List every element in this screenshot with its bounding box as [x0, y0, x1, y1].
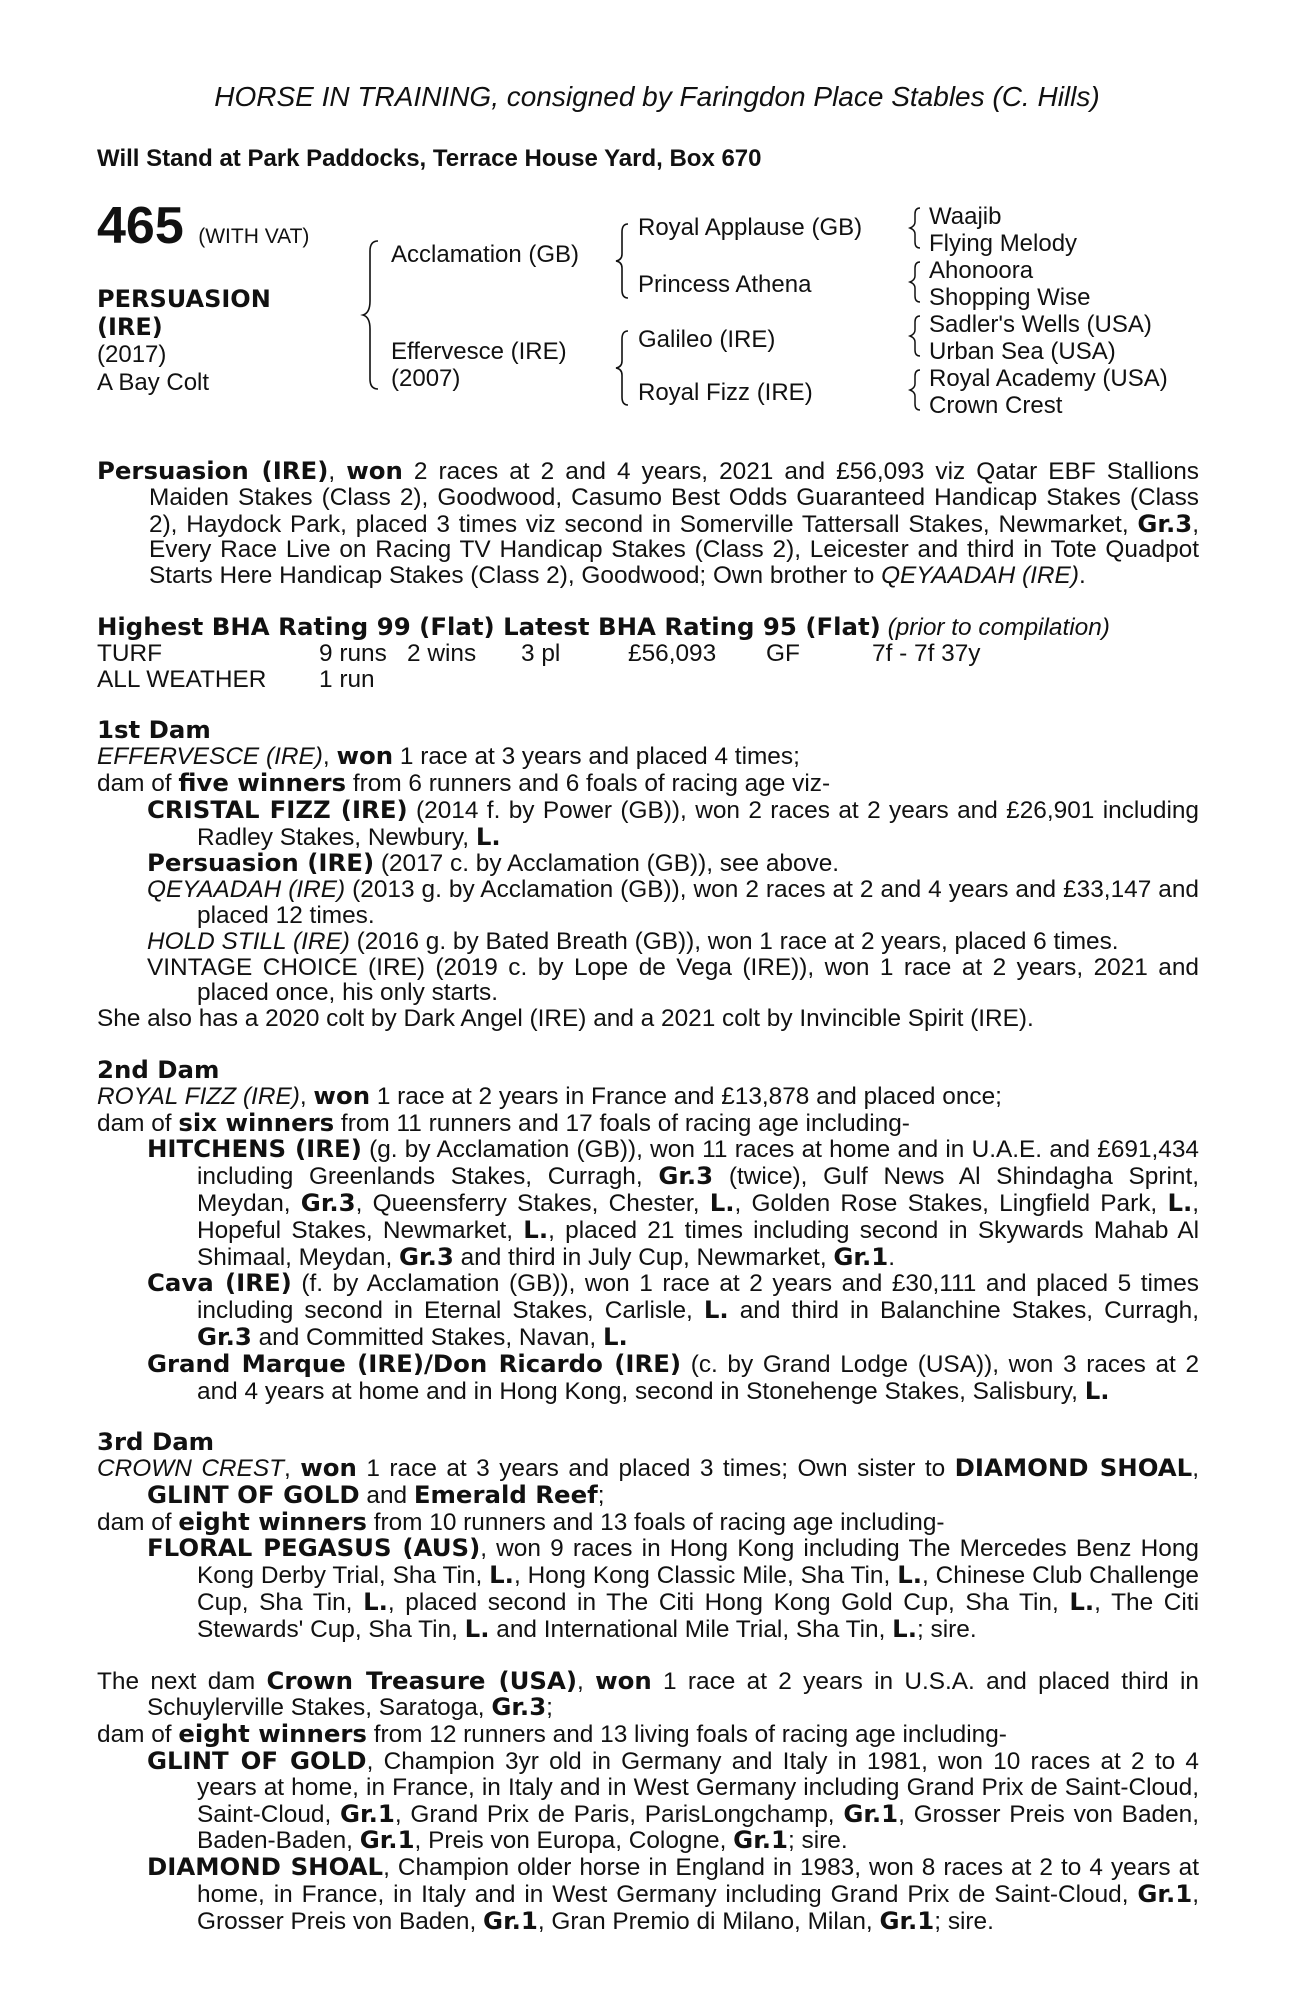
intro-text: . [1078, 562, 1086, 590]
dam3-produce-summary [97, 1506, 1199, 1536]
produce-text: . [888, 1243, 895, 1271]
dam-text: ; [546, 1694, 553, 1722]
produce-name: CRISTAL FIZZ (IRE) [147, 794, 408, 824]
grade-badge: L. [475, 821, 501, 851]
produce-text: (2016 g. by Bated Breath (GB)), won 1 race at 2 years, placed 6 times. [349, 927, 1119, 955]
produce-name: GLINT OF GOLD [147, 1746, 367, 1776]
grade-badge: Gr.1 [359, 1825, 415, 1855]
produce-text: and third in Balanchine Stakes, Curragh, [728, 1297, 1199, 1325]
pedigree-g7: Royal Academy (USA) [929, 365, 1168, 392]
intro-text: , Every Race Live on Racing TV Handicap Stakes (Class 2), Leicester and third in Tote Quadpot Starts Here Handicap Stakes (Class 2), Goodwood; Own brother to [149, 510, 1199, 590]
winners-count: six winners [178, 1107, 335, 1137]
grade-badge: L. [602, 1321, 628, 1351]
grade-badge: Gr.1 [1137, 1879, 1193, 1909]
pedigree-g8: Crown Crest [929, 392, 1063, 419]
produce-name: HITCHENS (IRE) [147, 1134, 362, 1164]
produce-text: VINTAGE CHOICE (IRE) (2019 c. by Lope de Vega (IRE)), won 1 race at 2 years, 2021 and placed once, his only starts. [147, 953, 1199, 1007]
intro-horse-name: Persuasion (IRE) [97, 456, 329, 485]
stats-cell: ALL WEATHER [97, 665, 267, 693]
winners-count: eight winners [178, 1719, 367, 1749]
produce-entry [97, 1348, 1200, 1405]
produce-text: , Grand Prix de Paris, ParisLongchamp, [394, 1800, 844, 1828]
produce-text: , Queensferry Stakes, Chester, [355, 1189, 710, 1217]
grade-badge: L. [892, 1613, 917, 1643]
grade-badge: L. [709, 1187, 735, 1217]
grade-badge: L. [1084, 1375, 1110, 1405]
dam-text: dam of [97, 1721, 179, 1749]
horse-description: A Bay Colt [97, 368, 210, 396]
produce-text: and International Mile Trial, Sha Tin, [489, 1615, 893, 1643]
sire-parents-brace [612, 220, 636, 302]
grade-badge: L. [489, 1560, 514, 1590]
dam-name: CROWN CREST [97, 1455, 284, 1483]
produce-text: and third in July Cup, Newmarket, [453, 1243, 834, 1271]
produce-text: ; sire. [934, 1907, 994, 1935]
dam2-produce-summary [97, 1107, 1199, 1137]
next-dam-produce-summary [97, 1721, 1199, 1748]
stats-cell: 7f - 7f 37y [872, 639, 981, 667]
dam-text: The next dam [97, 1667, 267, 1695]
sibling-name: GLINT OF GOLD [147, 1479, 360, 1509]
produce-text: (f. by Acclamation (GB)), won 1 race at 2 years and £30,111 and placed 5 times including second in Eternal Stakes, Carlisle, [197, 1270, 1199, 1325]
pedigree-dam-dam: Royal Fizz (IRE) [638, 379, 813, 406]
produce-entry [97, 1748, 1199, 1854]
dam2-summary: ROYAL FIZZ (IRE), won 1 race at 2 years in France and £13,878 and placed once; [97, 1080, 1002, 1110]
dam-text: from 6 runners and 6 foals of racing age viz- [346, 769, 831, 797]
stats-cell: TURF [97, 639, 163, 667]
grade-badge: Gr.1 [340, 1798, 395, 1828]
lot-number: 465 [97, 197, 184, 255]
produce-text: , Gran Premio di Milano, Milan, [537, 1907, 880, 1935]
produce-text: , The Citi Stewards' Cup, Sha Tin, [197, 1589, 1199, 1643]
produce-entry [97, 929, 1199, 955]
grade-badge: Gr.3 [1137, 508, 1193, 538]
table-row [97, 641, 980, 667]
vat-note: (WITH VAT) [198, 225, 310, 248]
won-label: won [336, 741, 394, 771]
produce-name: HOLD STILL (IRE) [147, 927, 350, 955]
dam-text: 1 race at 3 years and placed 3 times; Own sister to [356, 1455, 955, 1483]
grade-badge: L. [523, 1214, 549, 1244]
produce-text: , won 9 races in Hong Kong including The Mercedes Benz Hong Kong Derby Trial, Sha Tin, [197, 1535, 1199, 1590]
dam1-heading: 1st Dam [97, 715, 211, 745]
produce-text: , placed second in The Citi Hong Kong Gold Cup, Sha Tin, [387, 1589, 1070, 1617]
produce-text: , Chinese Club Challenge Cup, Sha Tin, [197, 1562, 1199, 1617]
produce-text: , placed 21 times including second in Skywards Mahab Al Shimaal, Meydan, [197, 1216, 1200, 1271]
produce-entry [97, 794, 1199, 851]
lot-number-block [97, 197, 310, 255]
dam-text: from 11 runners and 17 foals of racing age including- [334, 1109, 910, 1137]
grade-badge: L. [897, 1560, 922, 1590]
sire-dam-brace [360, 235, 390, 395]
dam-text: dam of [97, 769, 179, 797]
bha-rating: Highest BHA Rating 99 (Flat) Latest BHA Rating 95 (Flat) [97, 611, 881, 641]
grade-badge: Gr.1 [733, 1825, 788, 1855]
produce-text: , Golden Rose Stakes, Lingfield Park, [734, 1189, 1168, 1217]
grade-badge: L. [464, 1613, 490, 1643]
produce-entry [97, 1136, 1199, 1270]
pedigree-sire-dam: Princess Athena [638, 271, 812, 298]
won-label: won [313, 1080, 371, 1110]
grade-badge: Gr.3 [491, 1692, 547, 1722]
grade-badge: Gr.3 [197, 1321, 252, 1351]
dam3-heading: 3rd Dam [97, 1427, 215, 1457]
stats-cell: 2 wins [407, 639, 477, 667]
grade-badge: Gr.3 [300, 1187, 356, 1217]
horse-year: (2017) [97, 341, 167, 368]
produce-text: , Hopeful Stakes, Newmarket, [197, 1189, 1200, 1244]
winners-count: eight winners [178, 1506, 367, 1536]
next-dam-summary [97, 1665, 1199, 1722]
dam1-also: She also has a 2020 colt by Dark Angel (IRE) and a 2021 colt by Invincible Spirit (IRE). [97, 1005, 1034, 1033]
dam-text: 1 race at 2 years in U.S.A. and placed third in Schuylerville Stakes, Saratoga, [147, 1667, 1199, 1722]
dam-text: 1 race at 3 years and placed 4 times; [393, 743, 800, 771]
produce-text: (2013 g. by Acclamation (GB)), won 2 races at 2 and 4 years and £33,147 and placed 12 times. [197, 876, 1199, 929]
produce-text: , Champion 3yr old in Germany and Italy in 1981, won 10 races at 2 to 4 years at home, in France, in Italy and in West Germany including Grand Prix de Saint-Cloud, Saint-Cloud, [197, 1748, 1199, 1828]
produce-name: DIAMOND SHOAL [147, 1852, 384, 1882]
dam-text: 1 race at 2 years in France and £13,878 and placed once; [370, 1082, 1002, 1110]
dam2-heading: 2nd Dam [97, 1054, 220, 1084]
dam-name: ROYAL FIZZ (IRE) [97, 1082, 300, 1110]
rating-note: (prior to compilation) [887, 613, 1110, 641]
grade-badge: L. [1167, 1187, 1193, 1217]
produce-entry [97, 1535, 1199, 1642]
pedigree-dam-year: (2007) [391, 365, 461, 392]
rating-line [97, 611, 1199, 641]
produce-text: , Grosser Preis von Baden, Baden-Baden, [197, 1800, 1199, 1855]
dam1-produce-summary [97, 767, 1199, 797]
stats-cell: 1 run [319, 665, 375, 693]
pedigree-dam: Effervesce (IRE) [391, 338, 567, 365]
pedigree-g4: Shopping Wise [929, 284, 1091, 311]
produce-text: ; sire. [787, 1827, 848, 1855]
race-record-table [97, 641, 980, 693]
horse-suffix: (IRE) [97, 312, 163, 341]
grade-badge: Gr.3 [399, 1241, 454, 1271]
pedigree-g2: Flying Melody [929, 230, 1078, 257]
produce-entry [97, 1854, 1199, 1934]
catalogue-header: HORSE IN TRAINING, consigned by Faringdon Place Stables (C. Hills) [214, 81, 1100, 112]
produce-text: and Committed Stakes, Navan, [251, 1323, 603, 1351]
dam1-summary: EFFERVESCE (IRE), won 1 race at 3 years and placed 4 times; [97, 741, 800, 771]
horse-name: PERSUASION [97, 285, 271, 313]
dam-text: , [1192, 1455, 1199, 1483]
produce-entry [97, 955, 1199, 1007]
table-row [97, 667, 980, 693]
intro-won: won [346, 456, 403, 485]
horse-identity [97, 286, 271, 396]
dam-text: and [359, 1481, 414, 1509]
pedigree-g6: Urban Sea (USA) [929, 338, 1116, 365]
produce-text: , Grosser Preis von Baden, [197, 1881, 1199, 1935]
produce-name: Grand Marque (IRE)/Don Ricardo (IRE) [147, 1348, 682, 1378]
produce-text: (2017 c. by Acclamation (GB)), see above. [374, 850, 840, 878]
dam-text: , [577, 1667, 596, 1695]
third-generation-braces [906, 204, 928, 418]
sibling-name: DIAMOND SHOAL [954, 1453, 1193, 1483]
produce-text: , Champion older horse in England in 1983, won 8 races at 2 to 4 years at home, in France, in Italy and in West Germany including Grand Prix de Saint-Cloud, [197, 1854, 1199, 1909]
won-label: won [300, 1453, 357, 1483]
grade-badge: Gr.1 [843, 1798, 899, 1828]
produce-text: , Preis von Europa, Cologne, [414, 1827, 734, 1855]
sibling-name: Emerald Reef [413, 1479, 598, 1509]
produce-text: (c. by Grand Lodge (USA)), won 3 races at 2 and 4 years at home and in Hong Kong, second in Stonehenge Stakes, Salisbury, [197, 1350, 1200, 1405]
produce-name: QEYAADAH (IRE) [147, 876, 346, 904]
dam-parents-brace [612, 327, 636, 409]
dam-text: dam of [97, 1508, 179, 1536]
stats-cell: GF [766, 639, 800, 667]
grade-badge: Gr.3 [658, 1161, 714, 1191]
produce-name: FLORAL PEGASUS (AUS) [147, 1533, 481, 1563]
pedigree-sire: Acclamation (GB) [391, 241, 580, 268]
pedigree-g5: Sadler's Wells (USA) [929, 311, 1152, 338]
grade-badge: Gr.1 [833, 1241, 889, 1271]
produce-text: , Hong Kong Classic Mile, Sha Tin, [513, 1562, 898, 1590]
produce-entry [97, 877, 1199, 929]
stand-location: Will Stand at Park Paddocks, Terrace House Yard, Box 670 [97, 145, 762, 172]
pedigree-sire-sire: Royal Applause (GB) [638, 214, 863, 241]
produce-name: Persuasion (IRE) [147, 848, 375, 878]
dam3-summary: CROWN CREST, won 1 race at 3 years and placed 3 times; Own sister to DIAMOND SHOAL, GLINT OF GOLD and Emerald Reef; [97, 1453, 1199, 1509]
produce-text: ; sire. [916, 1615, 977, 1643]
produce-text: (twice), Gulf News Al Shindagha Sprint, Meydan, [197, 1163, 1199, 1217]
dam-text: ; [597, 1481, 605, 1509]
grade-badge: L. [363, 1587, 388, 1617]
intro-brother: QEYAADAH (IRE) [881, 562, 1079, 590]
pedigree-third-generation [929, 203, 1168, 419]
winners-count: five winners [178, 767, 347, 797]
dam-text: from 10 runners and 13 foals of racing age including- [366, 1508, 945, 1536]
stats-cell: £56,093 [628, 639, 717, 667]
grade-badge: Gr.1 [879, 1905, 935, 1935]
stats-cell: 3 pl [521, 639, 561, 667]
pedigree-g3: Ahonoora [929, 257, 1034, 284]
grade-badge: L. [1069, 1587, 1095, 1617]
grade-badge: L. [703, 1295, 729, 1325]
produce-text: (g. by Acclamation (GB)), won 11 races at home and in U.A.E. and £691,434 including Greenlands Stakes, Curragh, [197, 1136, 1199, 1191]
intro-paragraph: Persuasion (IRE), won 2 races at 2 and 4 years, 2021 and £56,093 viz Qatar EBF Stallions Maiden Stakes (Class 2), Goodwood, Casumo Best Odds Guaranteed Handicap Stakes (Class 2), Haydock Park, placed 3 times viz second in Somerville Tattersall Stakes, Newmarket, Gr.3, Every Race Live on Racing TV Handicap Stakes (Class 2), Leicester and third in Tote Quadpot Starts Here Handicap Stakes (Class 2), Goodwood; Own brother to QEYAADAH (IRE). [97, 456, 1199, 590]
stats-cell: 9 runs [319, 639, 387, 667]
dam-name: Crown Treasure (USA) [266, 1665, 578, 1695]
produce-text: (2014 f. by Power (GB)), won 2 races at 2 years and £26,901 including Radley Stakes, Newbury, [197, 796, 1199, 851]
dam-text: from 12 runners and 13 living foals of racing age including- [366, 1721, 1007, 1749]
dam-name: EFFERVESCE (IRE) [97, 743, 323, 771]
produce-entry [97, 850, 1199, 877]
catalogue-body [97, 458, 1199, 1935]
produce-name: Cava (IRE) [147, 1268, 292, 1298]
dam-text: dam of [97, 1109, 179, 1137]
pedigree-g1: Waajib [929, 203, 1002, 230]
intro-text: 2 races at 2 and 4 years, 2021 and £56,093 viz Qatar EBF Stallions Maiden Stakes (Class 2), Goodwood, Casumo Best Odds Guaranteed Handicap Stakes (Class 2), Haydock Park, placed 3 times viz second in Somerville Tattersall Stakes, Newmarket, [149, 458, 1199, 538]
pedigree-dam-sire: Galileo (IRE) [638, 326, 776, 353]
won-label: won [595, 1665, 652, 1695]
grade-badge: Gr.1 [483, 1905, 538, 1935]
produce-entry [97, 1270, 1199, 1350]
